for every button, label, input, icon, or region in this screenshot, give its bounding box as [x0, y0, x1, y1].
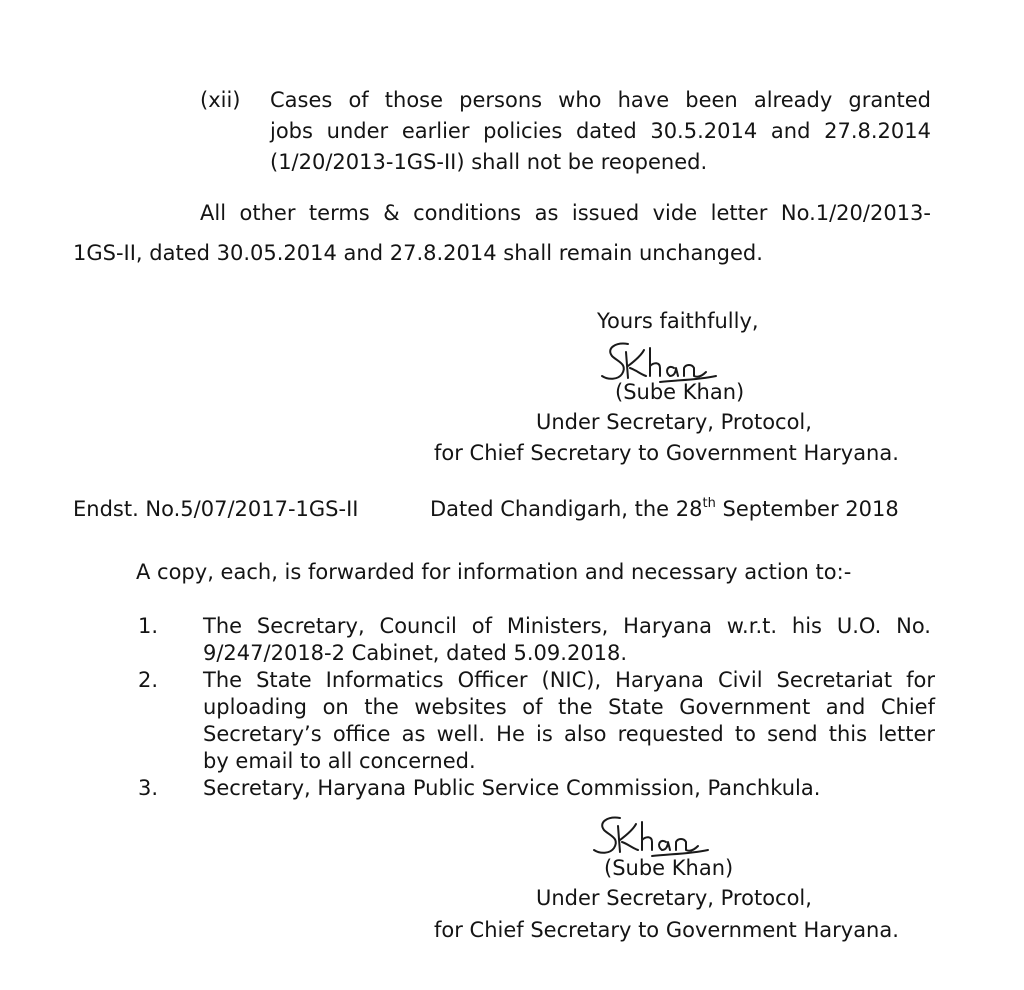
for-line-2: for Chief Secretary to Government Haryana. [434, 918, 899, 942]
recipient-1-line-2: 9/247/2018-2 Cabinet, dated 5.09.2018. [203, 641, 628, 665]
signatory-name-2: (Sube Khan) [604, 856, 734, 880]
recipient-2-line-4: by email to all concerned. [203, 749, 476, 773]
terms-line-2: 1GS-II, dated 30.05.2014 and 27.8.2014 shall remain unchanged. [73, 241, 763, 265]
recipient-2-line-2: uploading on the websites of the State Government and Chief [203, 695, 935, 719]
clause-xii-number: (xii) [200, 88, 241, 112]
recipient-3-line-1: Secretary, Haryana Public Service Commission, Panchkula. [203, 776, 821, 800]
recipient-2-number: 2. [138, 668, 159, 692]
endorsement-date [430, 497, 899, 522]
closing-yours-faithfully: Yours faithfully, [597, 309, 759, 333]
clause-xii-line-1: Cases of those persons who have been already granted [270, 88, 931, 112]
clause-xii-line-2: jobs under earlier policies dated 30.5.2014 and 27.8.2014 [270, 119, 931, 143]
for-line-1: for Chief Secretary to Government Haryana. [434, 441, 899, 465]
recipient-3-number: 3. [138, 776, 159, 800]
endorsement-date-suffix: September 2018 [722, 497, 899, 521]
designation-1: Under Secretary, Protocol, [536, 410, 812, 434]
recipient-1-number: 1. [138, 614, 159, 638]
terms-line-1: All other terms & conditions as issued vide letter No.1/20/2013- [200, 201, 931, 225]
copy-intro: A copy, each, is forwarded for information and necessary action to:- [136, 560, 852, 584]
designation-2: Under Secretary, Protocol, [536, 886, 812, 910]
signature-2 [590, 812, 720, 862]
recipient-2-line-3: Secretary’s office as well. He is also requested to send this letter [203, 722, 935, 746]
signatory-name-1: (Sube Khan) [615, 380, 745, 404]
recipient-1-line-1: The Secretary, Council of Ministers, Haryana w.r.t. his U.O. No. [203, 614, 931, 638]
endorsement-number: Endst. No.5/07/2017-1GS-II [73, 497, 359, 521]
recipient-2-line-1: The State Informatics Officer (NIC), Haryana Civil Secretariat for [203, 668, 935, 692]
clause-xii-line-3: (1/20/2013-1GS-II) shall not be reopened. [270, 150, 708, 174]
endorsement-date-sup: th [702, 496, 716, 511]
endorsement-date-prefix: Dated Chandigarh, the 28 [430, 497, 703, 521]
